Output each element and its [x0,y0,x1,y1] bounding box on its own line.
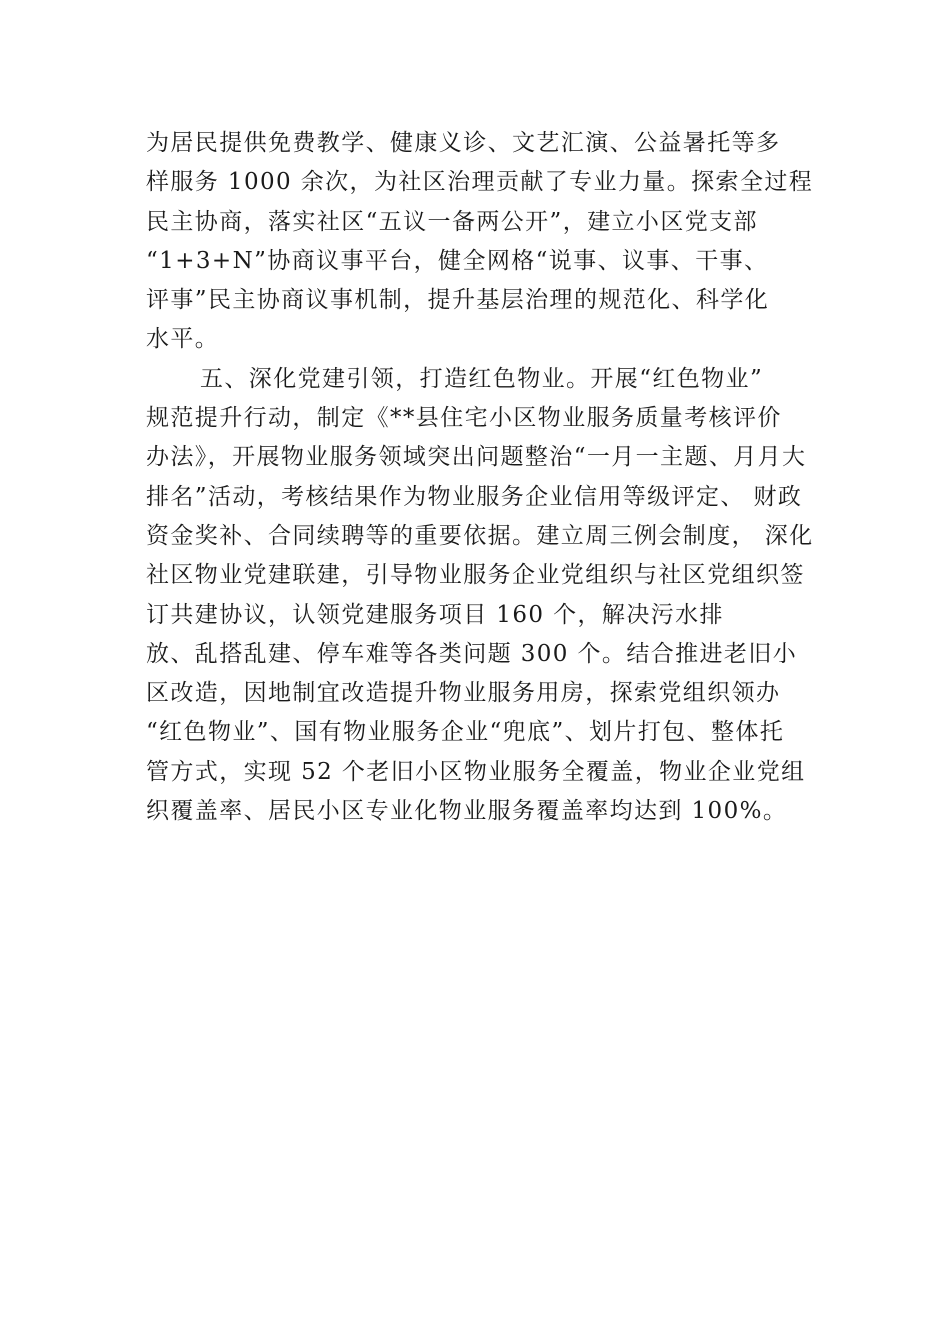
text-line: 评事”民主协商议事机制，提升基层治理的规范化、科学化 [146,287,770,314]
text-line: “1+3+N”协商议事平台，健全网格“说事、议事、干事、 [146,247,769,274]
text-line: 放、乱搭乱建、停车难等各类问题 300 个。结合推进老旧小 [146,640,798,667]
text-line: 区改造，因地制宜改造提升物业服务用房，探索党组织领办 [146,680,781,707]
text-line: 管方式，实现 52 个老旧小区物业服务全覆盖，物业企业党组 [146,758,806,785]
section-heading-line: 五、深化党建引领，打造红色物业。开展“红色物业” [200,365,764,392]
text-line: 织覆盖率、居民小区专业化物业服务覆盖率均达到 100%。 [146,798,788,825]
text-line: 水平。 [146,326,220,353]
text-line: 样服务 1000 余次，为社区治理贡献了专业力量。探索全过程 [146,169,814,196]
text-line: 为居民提供免费教学、健康义诊、文艺汇演、公益暑托等多 [146,130,781,156]
text-line: 订共建协议，认领党建服务项目 160 个，解决污水排 [146,601,724,628]
text-line: 排名”活动，考核结果作为物业服务企业信用等级评定、 财政 [146,483,803,510]
text-line: 社区物业党建联建，引导物业服务企业党组织与社区党组织签 [146,562,805,589]
text-line: 办法》，开展物业服务领域突出问题整治“一月一主题、月月大 [146,444,807,471]
text-line: 规范提升行动，制定《**县住宅小区物业服务质量考核评价 [146,405,782,432]
text-line: 民主协商，落实社区“五议一备两公开”，建立小区党支部 [146,208,758,235]
body-text [146,124,826,831]
text-line: “红色物业”、国有物业服务企业“兜底”、划片打包、整体托 [146,719,785,746]
text-line: 资金奖补、合同续聘等的重要依据。建立周三例会制度， 深化 [146,522,814,549]
